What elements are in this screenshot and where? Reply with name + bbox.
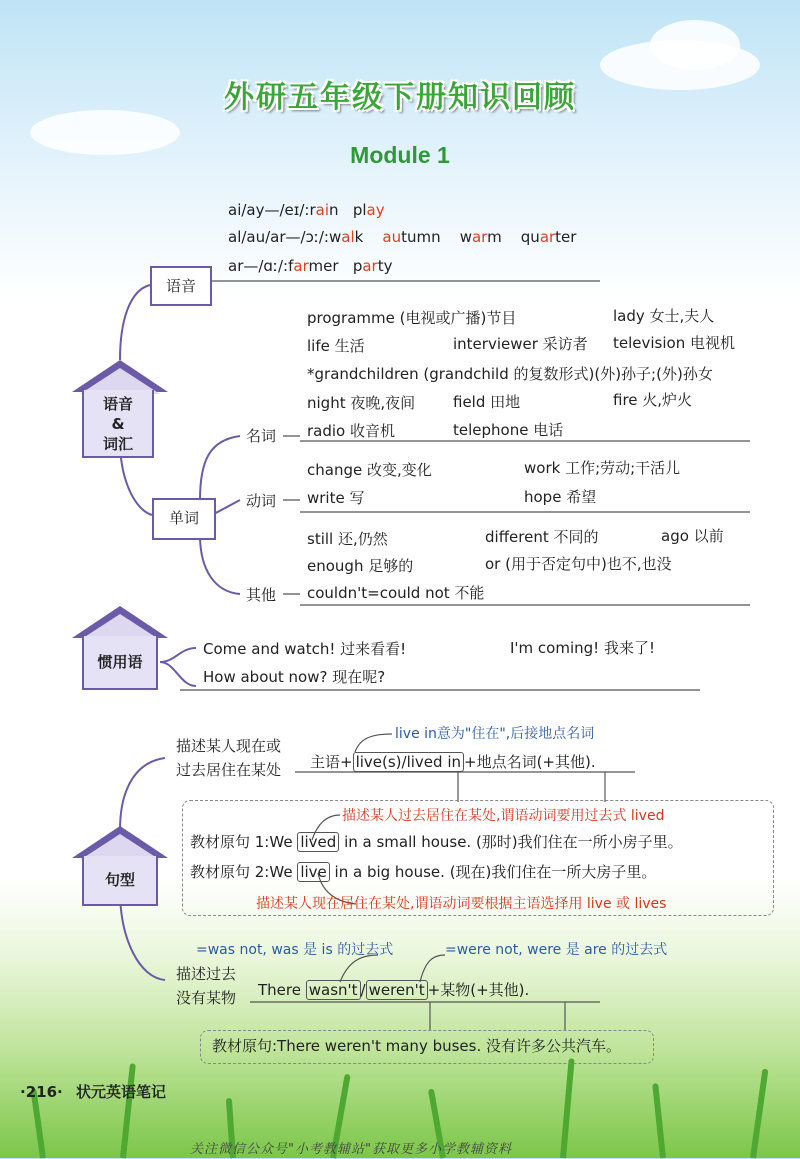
page-footer [20, 1081, 166, 1102]
pattern1-label-line2: 过去居住在某处 [176, 761, 282, 779]
phonics-row-ar [228, 256, 392, 276]
idiom-im-coming: I'm coming! 我来了! [510, 639, 655, 657]
watermark: 关注微信公众号"小考教辅站"获取更多小学教辅资料 [190, 1142, 512, 1157]
module-heading: Module 1 [350, 142, 450, 168]
idiom-how-about-now: How about now? 现在呢? [203, 668, 386, 686]
pattern1-label-line1: 描述某人现在或 [176, 737, 282, 755]
pattern2-label-line1: 描述过去 [176, 965, 237, 983]
verb-write: write 写 [307, 489, 365, 507]
pattern1-red-note-top: 描述某人过去居住在某处,谓语动词要用过去式 lived [342, 808, 665, 824]
other-couldnt: couldn't=could not 不能 [307, 584, 485, 602]
phonics-rule: al/au/ar—/ɔː/: [228, 228, 329, 246]
noun-programme: programme (电视或广播)节目 [307, 309, 517, 327]
phonics-row-al-au-ar [228, 227, 576, 247]
pattern1-note: live in意为"住在",后接地点名词 [395, 726, 595, 742]
other-or: or (用于否定句中)也不,也没 [485, 555, 672, 573]
pattern1-red-note-bottom: 描述某人现在居住在某处,谓语动词要根据主语选择用 live 或 lives [256, 896, 667, 912]
pattern2-formula: There wasn't / weren't +某物(+其他). [258, 981, 530, 999]
idiom-come-and-watch: Come and watch! 过来看看! [203, 640, 407, 658]
pattern2-note-were: =were not, were 是 are 的过去式 [445, 942, 668, 958]
word-autumn: autumn [382, 228, 441, 246]
word-party: party [352, 257, 393, 275]
verb-hope: hope 希望 [524, 488, 597, 506]
word-walk: walk [328, 228, 364, 246]
phonics-rule: ar—/ɑː/: [228, 257, 289, 275]
house-phonics-vocab: 语音 & 词汇 [72, 360, 168, 460]
book-title: 状元英语笔记 [75, 1083, 166, 1101]
noun-life: life 生活 [307, 337, 365, 355]
word-rain: rain [309, 201, 339, 219]
other-different: different 不同的 [485, 528, 599, 546]
word-farmer: farmer [288, 257, 339, 275]
word-play: play [352, 201, 385, 219]
word-warm: warm [459, 228, 502, 246]
noun-telephone: telephone 电话 [453, 421, 564, 439]
sign-words: 单词 [152, 498, 216, 540]
other-enough: enough 足够的 [307, 557, 414, 575]
noun-television: television 电视机 [613, 334, 735, 352]
noun-field: field 田地 [453, 393, 521, 411]
phonics-row-ai-ay [228, 200, 385, 220]
other-still: still 还,仍然 [307, 530, 388, 548]
page-number: ·216· [20, 1083, 63, 1101]
label-verbs: 动词 [246, 492, 277, 510]
pattern1-example2: 教材原句 2:We live in a big house. (现在)我们住在一所大房子里。 [190, 863, 657, 881]
house-sentence-patterns: 句型 [72, 826, 168, 906]
page-title: 外研五年级下册知识回顾 [224, 80, 576, 115]
noun-fire: fire 火,炉火 [613, 391, 693, 409]
noun-radio: radio 收音机 [307, 422, 395, 440]
house-idioms: 惯用语 [72, 606, 168, 696]
phonics-rule: ai/ay—/eɪ/: [228, 201, 310, 219]
pattern2-note-was: =was not, was 是 is 的过去式 [196, 942, 394, 958]
label-others: 其他 [246, 586, 277, 604]
pattern2-label-line2: 没有某物 [176, 989, 237, 1007]
verb-change: change 改变,变化 [307, 461, 432, 479]
noun-lady: lady 女士,夫人 [613, 307, 715, 325]
noun-grandchildren: *grandchildren (grandchild 的复数形式)(外)孙子;(外)孙女 [307, 365, 713, 383]
pattern2-example: 教材原句:There weren't many buses. 没有许多公共汽车。 [212, 1037, 622, 1055]
word-quarter: quarter [520, 228, 577, 246]
sign-phonics: 语音 [150, 266, 212, 306]
noun-night: night 夜晚,夜间 [307, 394, 416, 412]
other-ago: ago 以前 [661, 527, 724, 545]
verb-work: work 工作;劳动;干活儿 [524, 459, 681, 477]
noun-interviewer: interviewer 采访者 [453, 335, 588, 353]
pattern1-example1: 教材原句 1:We lived in a small house. (那时)我们住在一所小房子里。 [190, 833, 683, 851]
pattern1-formula: 主语+ live(s)/lived in +地点名词(+其他). [310, 753, 596, 771]
label-nouns: 名词 [246, 427, 277, 445]
